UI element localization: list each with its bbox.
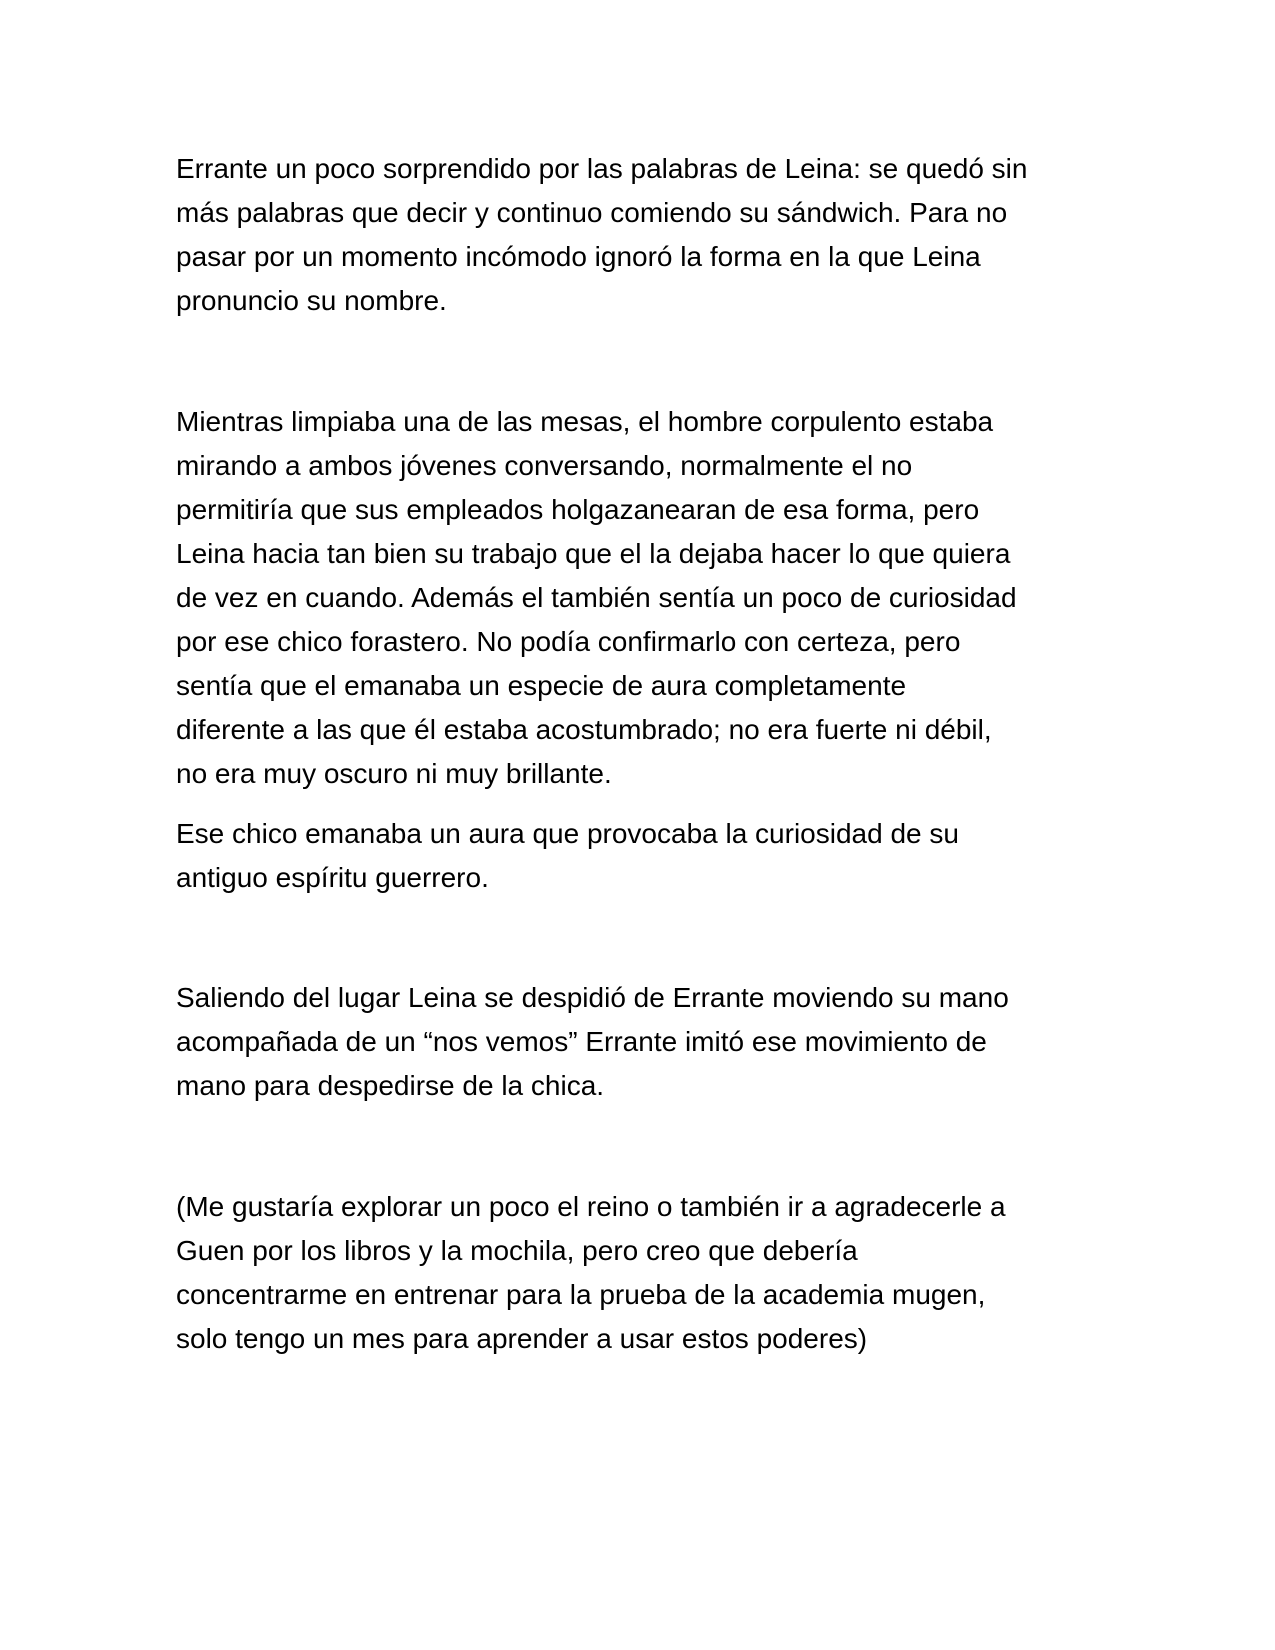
- text-line: por ese chico forastero. No podía confirmarlo con certeza, pero: [176, 626, 961, 657]
- text-line: mirando a ambos jóvenes conversando, normalmente el no: [176, 450, 913, 481]
- text-line: Ese chico emanaba un aura que provocaba la curiosidad de su: [176, 818, 959, 849]
- text-line: de vez en cuando. Además el también sentía un poco de curiosidad: [176, 582, 1017, 613]
- text-line: solo tengo un mes para aprender a usar estos poderes): [176, 1323, 868, 1354]
- text-line: acompañada de un “nos vemos” Errante imitó ese movimiento de: [176, 1026, 987, 1057]
- paragraph-5: [176, 1185, 1106, 1361]
- text-line: concentrarme en entrenar para la prueba de la academia mugen,: [176, 1279, 986, 1310]
- text-line: Mientras limpiaba una de las mesas, el hombre corpulento estaba: [176, 406, 994, 437]
- text-line: pasar por un momento incómodo ignoró la forma en la que Leina: [176, 241, 981, 272]
- text-line: no era muy oscuro ni muy brillante.: [176, 758, 612, 789]
- text-line: Saliendo del lugar Leina se despidió de Errante moviendo su mano: [176, 982, 1009, 1013]
- text-line: diferente a las que él estaba acostumbrado; no era fuerte ni débil,: [176, 714, 992, 745]
- paragraph-4: [176, 976, 1106, 1108]
- text-line: sentía que el emanaba un especie de aura completamente: [176, 670, 907, 701]
- text-line: pronuncio su nombre.: [176, 285, 447, 316]
- text-line: Errante un poco sorprendido por las palabras de Leina: se quedó sin: [176, 153, 1028, 184]
- text-line: antiguo espíritu guerrero.: [176, 862, 489, 893]
- paragraph-2: [176, 400, 1106, 796]
- text-line: mano para despedirse de la chica.: [176, 1070, 605, 1101]
- text-line: Guen por los libros y la mochila, pero creo que debería: [176, 1235, 858, 1266]
- paragraph-3: [176, 812, 1106, 900]
- text-line: permitiría que sus empleados holgazanearan de esa forma, pero: [176, 494, 980, 525]
- text-line: (Me gustaría explorar un poco el reino o también ir a agradecerle a: [176, 1191, 1006, 1222]
- text-line: más palabras que decir y continuo comiendo su sándwich. Para no: [176, 197, 1008, 228]
- paragraph-1: [176, 147, 1106, 323]
- text-line: Leina hacia tan bien su trabajo que el la dejaba hacer lo que quiera: [176, 538, 1011, 569]
